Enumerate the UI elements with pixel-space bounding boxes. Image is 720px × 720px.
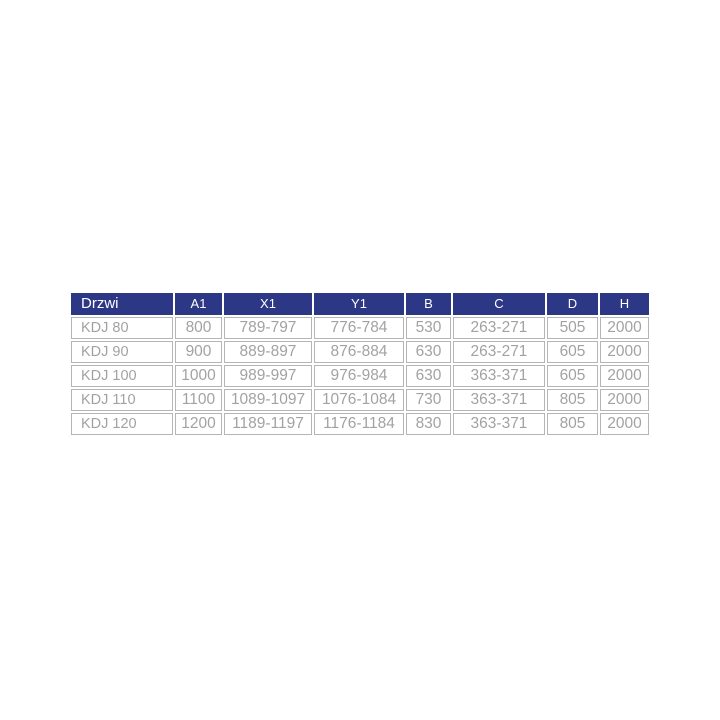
cell-d: 605 (547, 341, 598, 363)
cell-x1: 889-897 (224, 341, 312, 363)
column-header-h: H (600, 293, 649, 315)
cell-x1: 789-797 (224, 317, 312, 339)
column-header-x1: X1 (224, 293, 312, 315)
column-header-d: D (547, 293, 598, 315)
cell-a1: 800 (175, 317, 222, 339)
table-row-kdj-100 (71, 365, 649, 387)
cell-c: 263-271 (453, 341, 545, 363)
column-header-y1: Y1 (314, 293, 404, 315)
cell-model: KDJ 110 (71, 389, 173, 411)
cell-h: 2000 (600, 413, 649, 435)
table-row-kdj-120 (71, 413, 649, 435)
cell-x1: 989-997 (224, 365, 312, 387)
column-header-drzwi: Drzwi (71, 293, 173, 315)
table-row-kdj-80 (71, 317, 649, 339)
cell-b: 630 (406, 365, 451, 387)
column-header-a1: A1 (175, 293, 222, 315)
cell-a1: 1100 (175, 389, 222, 411)
cell-d: 505 (547, 317, 598, 339)
cell-c: 363-371 (453, 413, 545, 435)
cell-b: 830 (406, 413, 451, 435)
cell-c: 363-371 (453, 365, 545, 387)
cell-y1: 1076-1084 (314, 389, 404, 411)
table-row-kdj-90 (71, 341, 649, 363)
cell-d: 805 (547, 413, 598, 435)
cell-x1: 1189-1197 (224, 413, 312, 435)
door-dimensions-table (69, 291, 651, 437)
cell-b: 630 (406, 341, 451, 363)
column-header-c: C (453, 293, 545, 315)
table-row-kdj-110 (71, 389, 649, 411)
cell-a1: 1200 (175, 413, 222, 435)
cell-d: 605 (547, 365, 598, 387)
spec-table-container (69, 291, 651, 437)
table-header-row (71, 293, 649, 315)
cell-y1: 976-984 (314, 365, 404, 387)
cell-a1: 900 (175, 341, 222, 363)
cell-model: KDJ 80 (71, 317, 173, 339)
cell-c: 363-371 (453, 389, 545, 411)
cell-h: 2000 (600, 389, 649, 411)
cell-y1: 776-784 (314, 317, 404, 339)
cell-model: KDJ 100 (71, 365, 173, 387)
cell-y1: 876-884 (314, 341, 404, 363)
cell-c: 263-271 (453, 317, 545, 339)
cell-b: 530 (406, 317, 451, 339)
cell-model: KDJ 90 (71, 341, 173, 363)
cell-h: 2000 (600, 317, 649, 339)
column-header-b: B (406, 293, 451, 315)
cell-h: 2000 (600, 365, 649, 387)
cell-model: KDJ 120 (71, 413, 173, 435)
cell-x1: 1089-1097 (224, 389, 312, 411)
cell-d: 805 (547, 389, 598, 411)
cell-y1: 1176-1184 (314, 413, 404, 435)
cell-b: 730 (406, 389, 451, 411)
cell-h: 2000 (600, 341, 649, 363)
cell-a1: 1000 (175, 365, 222, 387)
